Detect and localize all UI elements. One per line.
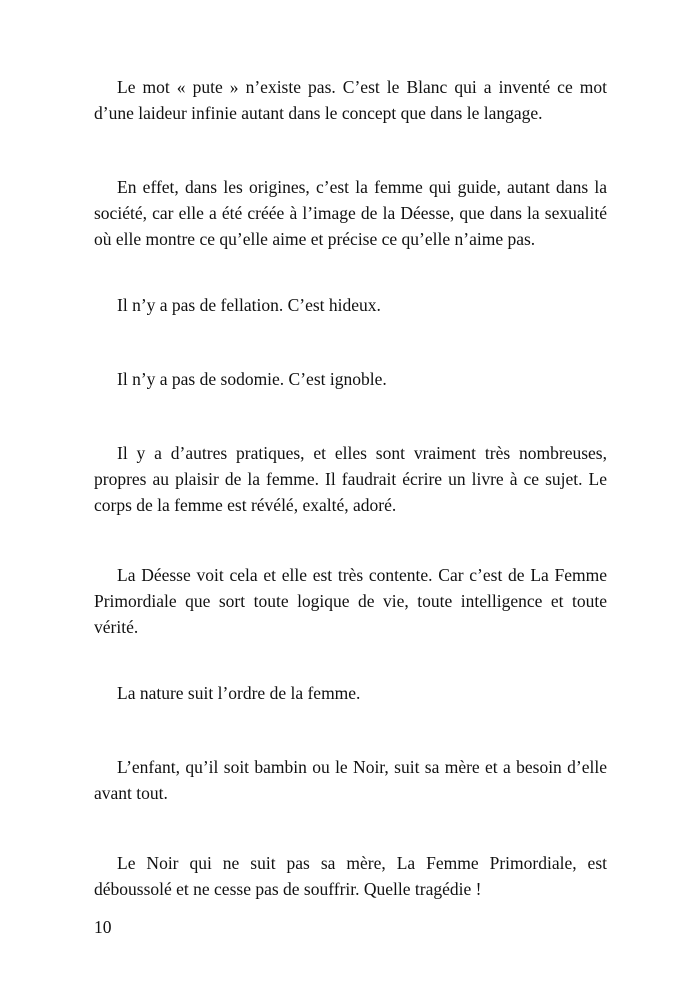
paragraph-9: Le Noir qui ne suit pas sa mère, La Femme Primordiale, est déboussolé et ne cesse pas de souffrir. Quelle tragédie ! <box>94 853 607 899</box>
paragraph-7: La nature suit l’ordre de la femme. <box>117 683 361 703</box>
paragraph-5: Il y a d’autres pratiques, et elles sont vraiment très nombreuses, propres au plaisir de la femme. Il faudrait écrire un livre à ce sujet. Le corps de la femme est révélé, exalté, adoré. <box>94 443 607 515</box>
paragraph-8: L’enfant, qu’il soit bambin ou le Noir, suit sa mère et a besoin d’elle avant tout. <box>94 757 607 803</box>
paragraph-2: En effet, dans les origines, c’est la femme qui guide, autant dans la société, car elle a été créée à l’image de la Déesse, que dans la sexualité où elle montre ce qu’elle aime et précise ce qu’elle n’aime pas. <box>94 177 607 249</box>
page-number: 10 <box>94 917 112 937</box>
paragraph-6: La Déesse voit cela et elle est très contente. Car c’est de La Femme Primordiale que sort toute logique de vie, toute intelligence et toute vérité. <box>94 565 607 637</box>
paragraph-3: Il n’y a pas de fellation. C’est hideux. <box>117 295 381 315</box>
paragraph-4: Il n’y a pas de sodomie. C’est ignoble. <box>117 369 387 389</box>
paragraph-1: Le mot « pute » n’existe pas. C’est le Blanc qui a inventé ce mot d’une laideur infinie autant dans le concept que dans le langage. <box>94 77 607 123</box>
